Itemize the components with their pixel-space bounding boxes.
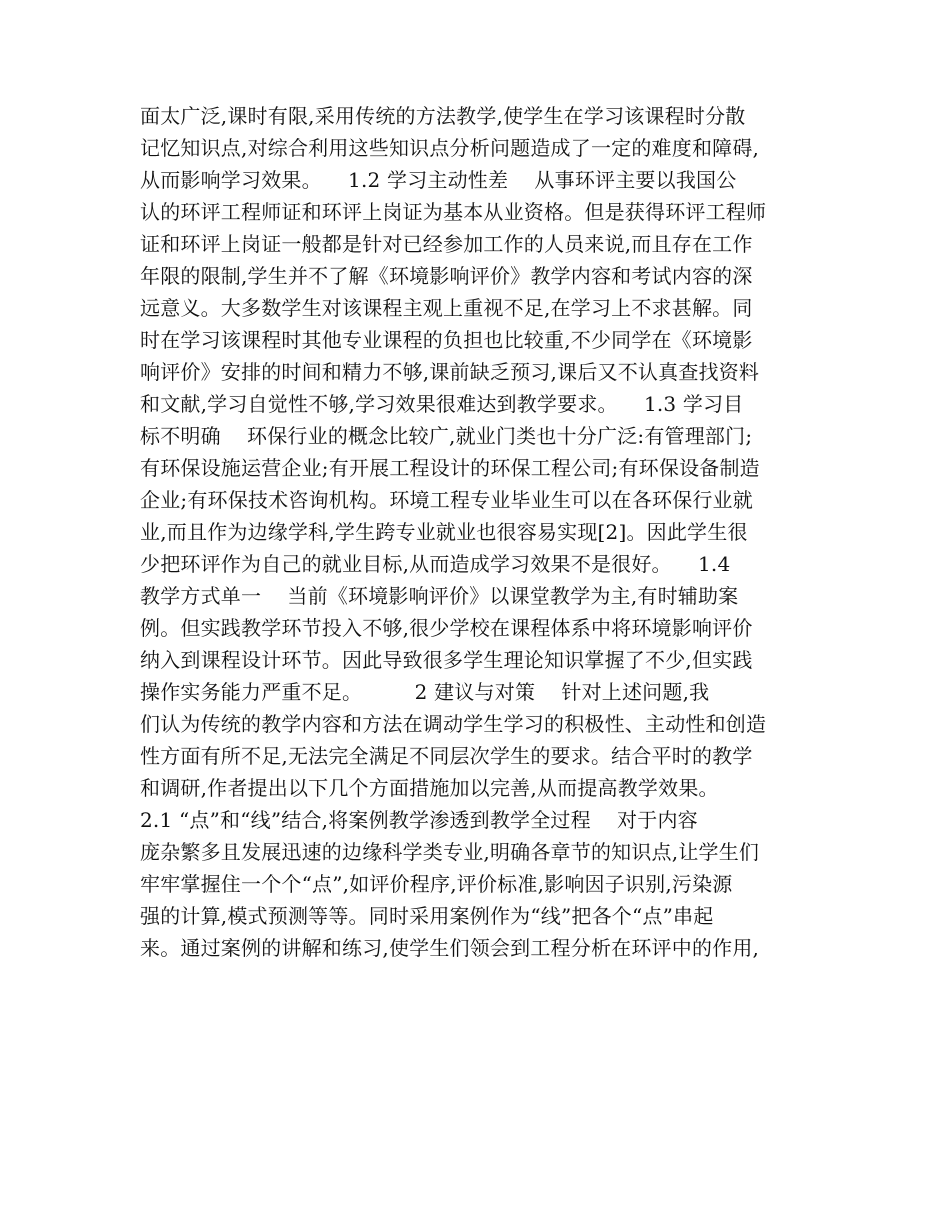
text-line: 响评价》安排的时间和精力不够,课前缺乏预习,课后又不认真查找资料 [140, 360, 760, 384]
text-line: 证和环评上岗证一般都是针对已经参加工作的人员来说,而且存在工作 [140, 232, 753, 256]
text-line: 企业;有环保技术咨询机构。环境工程专业毕业生可以在各环保行业就 [140, 488, 753, 512]
text-line: 例。但实践教学环节投入不够,很少学校在课程体系中将环境影响评价 [140, 616, 753, 640]
text-line: 标不明确 环保行业的概念比较广,就业门类也十分广泛:有管理部门; [140, 424, 753, 448]
text-line: 来。通过案例的讲解和练习,使学生们领会到工程分析在环评中的作用, [140, 936, 760, 960]
text-line: 远意义。大多数学生对该课程主观上重视不足,在学习上不求甚解。同 [140, 296, 753, 320]
text-line: 操作实务能力严重不足。 2 建议与对策 针对上述问题,我 [140, 680, 710, 704]
text-line: 认的环评工程师证和环评上岗证为基本从业资格。但是获得环评工程师 [140, 200, 767, 224]
text-line: 庞杂繁多且发展迅速的边缘科学类专业,明确各章节的知识点,让学生们 [140, 840, 760, 864]
text-line: 少把环评作为自己的就业目标,从而造成学习效果不是很好。 1.4 [140, 552, 731, 576]
text-line: 从而影响学习效果。 1.2 学习主动性差 从事环评主要以我国公 [140, 168, 737, 192]
text-line: 和调研,作者提出以下几个方面措施加以完善,从而提高教学效果。 [140, 776, 719, 800]
text-line: 和文献,学习自觉性不够,学习效果很难达到教学要求。 1.3 学习目 [140, 392, 744, 416]
text-line: 们认为传统的教学内容和方法在调动学生学习的积极性、主动性和创造 [140, 712, 767, 736]
text-line: 年限的限制,学生并不了解《环境影响评价》教学内容和考试内容的深 [140, 264, 753, 288]
body-text [140, 100, 820, 964]
text-line: 面太广泛,课时有限,采用传统的方法教学,使学生在学习该课程时分散 [140, 104, 746, 128]
text-line: 2.1 “点”和“线”结合,将案例教学渗透到教学全过程 对于内容 [140, 808, 698, 832]
text-line: 性方面有所不足,无法完全满足不同层次学生的要求。结合平时的教学 [140, 744, 753, 768]
text-line: 时在学习该课程时其他专业课程的负担也比较重,不少同学在《环境影 [140, 328, 753, 352]
text-line: 强的计算,模式预测等等。同时采用案例作为“线”把各个“点”串起 [140, 904, 714, 928]
text-line: 有环保设施运营企业;有开展工程设计的环保工程公司;有环保设备制造 [140, 456, 760, 480]
text-line: 记忆知识点,对综合利用这些知识点分析问题造成了一定的难度和障碍, [140, 136, 760, 160]
text-line: 业,而且作为边缘学科,学生跨专业就业也很容易实现[2]。因此学生很 [140, 520, 748, 544]
text-line: 牢牢掌握住一个个“点”,如评价程序,评价标准,影响因子识别,污染源 [140, 872, 733, 896]
text-line: 教学方式单一 当前《环境影响评价》以课堂教学为主,有时辅助案 [140, 584, 739, 608]
text-line: 纳入到课程设计环节。因此导致很多学生理论知识掌握了不少,但实践 [140, 648, 753, 672]
